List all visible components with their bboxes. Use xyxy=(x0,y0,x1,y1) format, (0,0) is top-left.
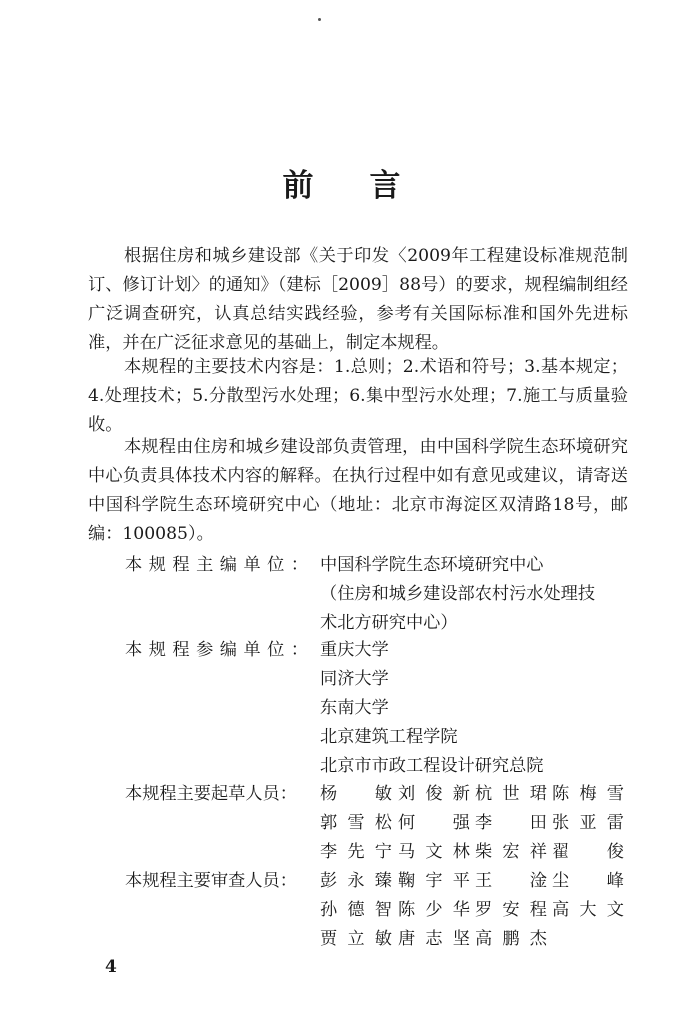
drafter-name: 李 田 xyxy=(475,813,547,833)
chief-editor-label: 本规程主编单位： xyxy=(125,555,315,575)
drafter-name: 郭雪松 xyxy=(320,813,392,833)
drafter-name: 陈梅雪 xyxy=(552,784,624,804)
page-number: 4 xyxy=(105,957,117,977)
participating-unit: 北京建筑工程学院 xyxy=(320,727,458,747)
participating-label: 本规程参编单位： xyxy=(125,640,315,660)
page-heading: 前言 xyxy=(282,168,457,204)
reviewer-name: 高鹏杰 xyxy=(475,929,547,949)
chief-editor-line-2: （住房和城乡建设部农村污水处理技 xyxy=(320,584,596,604)
participating-unit: 同济大学 xyxy=(320,669,389,689)
reviewer-name: 王 淦 xyxy=(475,871,547,891)
paragraph-3: 本规程由住房和城乡建设部负责管理，由中国科学院生态环境研究中心负责具体技术内容的解释。在执行过程中如有意见或建议，请寄送中国科学院生态环境研究中心（地址：北京市海淀区双清路18号，邮编：100085）。 xyxy=(88,437,628,544)
drafter-name: 杭世珺 xyxy=(475,784,547,804)
reviewer-name: 高大文 xyxy=(552,900,624,920)
chief-editor-line-1: 中国科学院生态环境研究中心 xyxy=(320,555,544,575)
paragraph-1: 根据住房和城乡建设部《关于印发〈2009年工程建设标准规范制订、修订计划〉的通知》（建标［2009］88号）的要求，规程编制组经广泛调查研究，认真总结实践经验，参考有关国际标准和国外先进标准，并在广泛征求意见的基础上，制定本规程。 xyxy=(88,246,628,353)
reviewer-name: 尘 峰 xyxy=(552,871,624,891)
reviewers-label: 本规程主要审查人员： xyxy=(125,871,297,891)
participating-unit: 重庆大学 xyxy=(320,640,389,660)
reviewer-name: 彭永臻 xyxy=(320,871,392,891)
drafter-name: 杨 敏 xyxy=(320,784,392,804)
drafter-name: 李先宁 xyxy=(320,842,392,862)
scan-dot xyxy=(318,18,321,21)
drafters-label: 本规程主要起草人员： xyxy=(125,784,297,804)
reviewer-name: 贾立敏 xyxy=(320,929,392,949)
reviewer-name: 罗安程 xyxy=(475,900,547,920)
reviewer-name: 陈少华 xyxy=(398,900,470,920)
reviewer-name: 鞠宇平 xyxy=(398,871,470,891)
drafter-name: 何 强 xyxy=(398,813,470,833)
reviewer-name: 唐志坚 xyxy=(398,929,470,949)
participating-unit: 东南大学 xyxy=(320,698,389,718)
chief-editor-line-3: 术北方研究中心） xyxy=(320,613,458,633)
reviewer-name: 孙德智 xyxy=(320,900,392,920)
drafter-name: 马文林 xyxy=(398,842,470,862)
drafter-name: 翟 俊 xyxy=(552,842,624,862)
drafter-name: 刘俊新 xyxy=(398,784,470,804)
drafter-name: 张亚雷 xyxy=(552,813,624,833)
drafter-name: 柴宏祥 xyxy=(475,842,547,862)
participating-unit: 北京市市政工程设计研究总院 xyxy=(320,756,544,776)
paragraph-2: 本规程的主要技术内容是：1.总则；2.术语和符号；3.基本规定；4.处理技术；5.分散型污水处理；6.集中型污水处理；7.施工与质量验收。 xyxy=(88,357,628,435)
